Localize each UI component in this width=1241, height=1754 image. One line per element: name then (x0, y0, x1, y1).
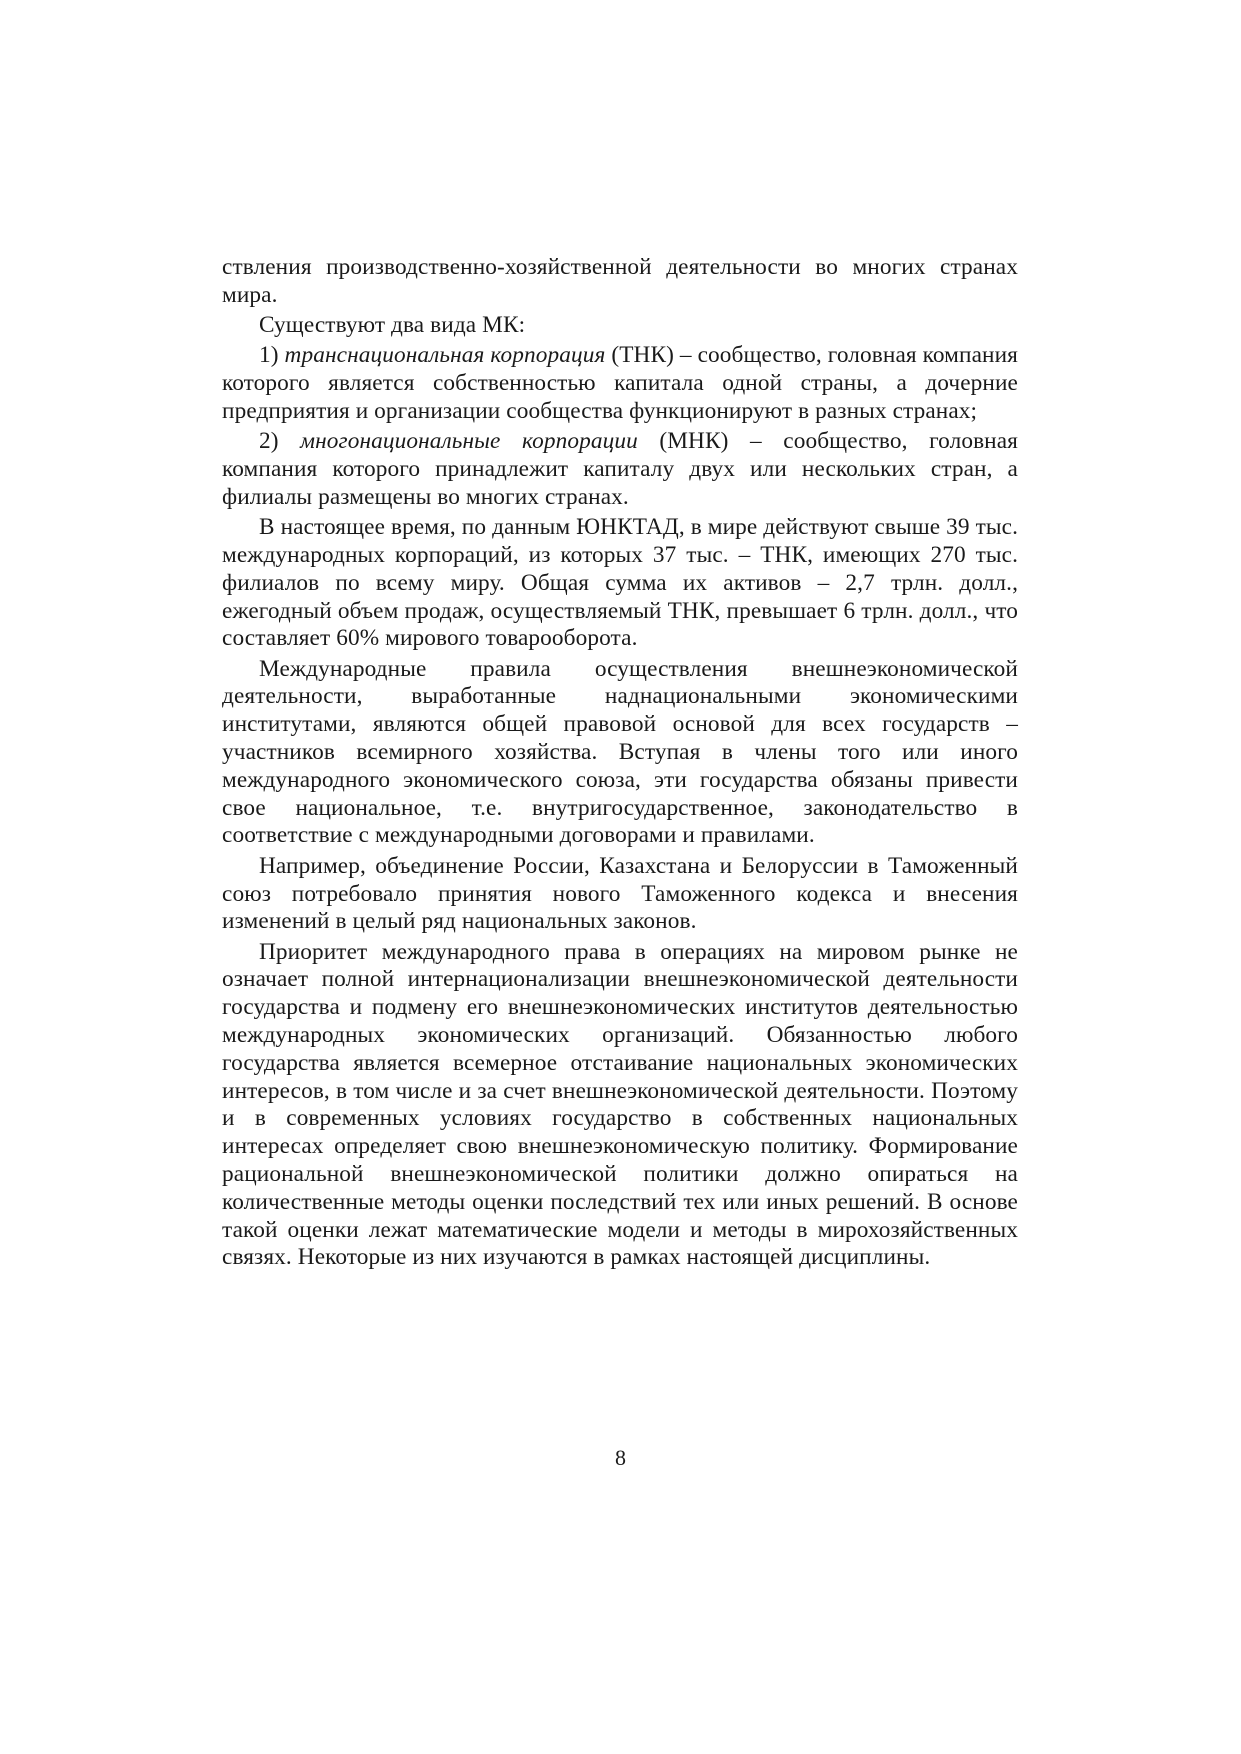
paragraph-mk-types-intro: Существуют два вида МК: (259, 312, 526, 339)
body-text (222, 254, 1018, 1275)
paragraph-tnk-definition (222, 342, 1018, 425)
list-marker-1: 1) (259, 342, 285, 369)
list-marker-2: 2) (259, 428, 301, 455)
paragraph-international-law-priority: Приоритет международного права в операциях на мировом рынке не означает полной интернационализации внешнеэкономической деятельности государства и подмену его внешнеэкономических институтов деятельностью международных экономических организаций. Обязанностью любого государства является всемерное отстаивание национальных экономических интересов, в том числе и за счет внешнеэкономической деятельности. Поэтому и в современных условиях государство в собственных национальных интересах определяет свою внешнеэкономическую политику. Формирование рациональной внешнеэкономической политики должно опираться на количественные методы оценки последствий тех или иных решений. В основе такой оценки лежат математические модели и методы в мирохозяйственных связях. Некоторые из них изучаются в рамках настоящей дисциплины. (222, 938, 1018, 1271)
term-mnk: многонациональные корпорации (300, 428, 638, 455)
term-tnk: транснациональная корпорация (284, 342, 606, 369)
page-number: 8 (615, 1445, 626, 1470)
paragraph-customs-union-example: Например, объединение России, Казахстана и Белоруссии в Таможенный союз потребовало принятия нового Таможенного кодекса и внесения изменений в целый ряд национальных законов. (222, 852, 1018, 935)
paragraph-unctad-stats: В настоящее время, по данным ЮНКТАД, в мире действуют свыше 39 тыс. международных корпораций, из которых 37 тыс. – ТНК, имеющих 270 тыс. филиалов по всему миру. Общая сумма их активов – 2,7 трлн. долл., ежегодный объем продаж, осуществляемый ТНК, превышает 6 трлн. долл., что составляет 60% мирового товарооборота. (222, 514, 1018, 652)
tnk-definition-text: (ТНК) – сообщество, головная компания которого является собственностью капитала одной страны, а дочерние предприятия и организации сообщества функционируют в разных странах; (222, 342, 1018, 424)
paragraph-mnk-definition (222, 428, 1018, 511)
paragraph-international-rules: Международные правила осуществления внешнеэкономической деятельности, выработанные наднациональными экономическими институтами, являются общей правовой основой для всех государств – участников всемирного хозяйства. Вступая в члены того или иного международного экономического союза, эти государства обязаны привести свое национальное, т.е. внутригосударственное, законодательство в соответствие с международными договорами и правилами. (222, 655, 1018, 849)
mnk-definition-text: (МНК) – сообщество, головная компания которого принадлежит капиталу двух или нескольких стран, а филиалы размещены во многих странах. (222, 428, 1018, 510)
paragraph-continuation: ствления производственно-хозяйственной деятельности во многих странах мира. (222, 254, 1018, 308)
